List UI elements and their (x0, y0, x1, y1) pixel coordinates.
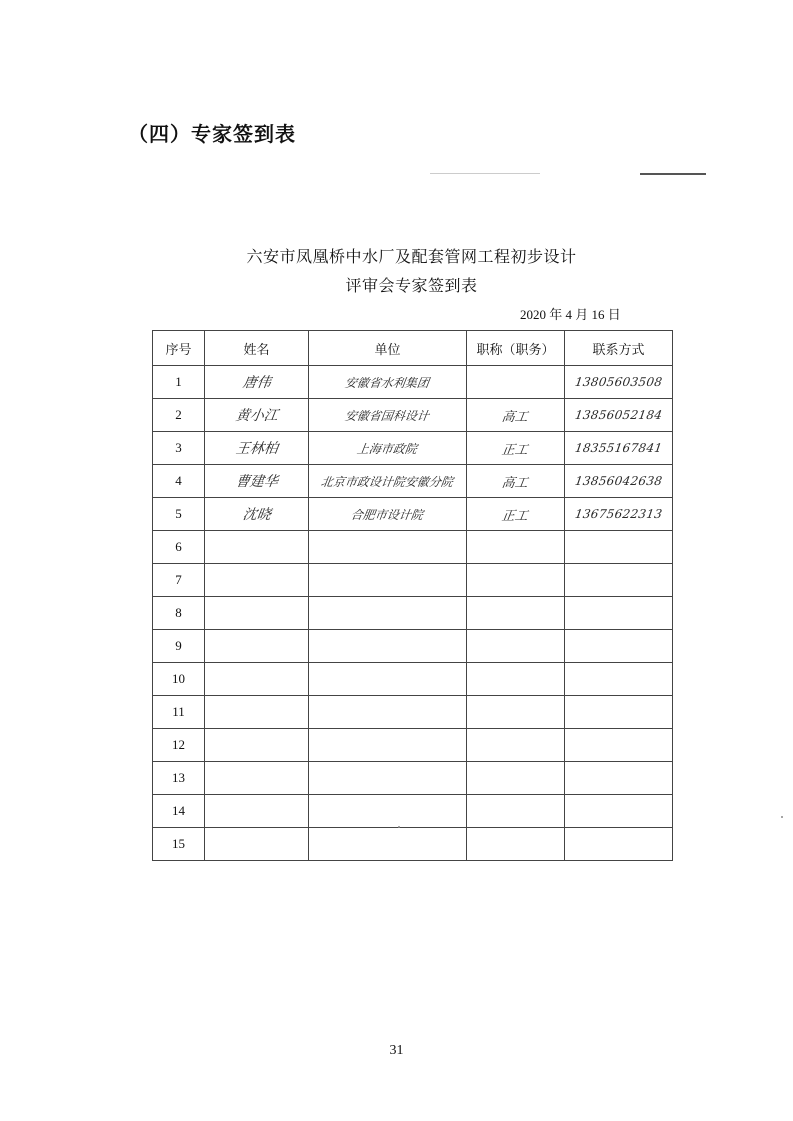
scan-line (640, 173, 706, 175)
unit-cell (309, 399, 467, 432)
name-cell (205, 828, 309, 861)
contact-cell (565, 564, 673, 597)
contact-cell (565, 696, 673, 729)
title-cell (467, 729, 565, 762)
table-row (153, 564, 673, 597)
contact-handwriting: 13805603508 (573, 374, 664, 389)
header-contact: 联系方式 (565, 331, 673, 366)
contact-cell (565, 795, 673, 828)
row-number: 6 (153, 531, 205, 564)
table-row (153, 696, 673, 729)
name-cell (205, 729, 309, 762)
title-cell (467, 663, 565, 696)
name-cell (205, 663, 309, 696)
sign-in-table (152, 330, 673, 861)
contact-cell (565, 597, 673, 630)
row-number: 7 (153, 564, 205, 597)
name-cell (205, 366, 309, 399)
name-cell (205, 762, 309, 795)
contact-cell (565, 531, 673, 564)
name-cell (205, 630, 309, 663)
section-title: （四）专家签到表 (128, 122, 296, 146)
title-handwriting: 正工 (501, 442, 530, 458)
table-row (153, 729, 673, 762)
unit-cell (309, 432, 467, 465)
header-no: 序号 (153, 331, 205, 366)
name-cell (205, 498, 309, 531)
title-handwriting: 正工 (501, 508, 530, 524)
title-cell (467, 630, 565, 663)
row-number: 12 (153, 729, 205, 762)
table-row (153, 531, 673, 564)
name-cell (205, 597, 309, 630)
table-row (153, 795, 673, 828)
unit-cell (309, 465, 467, 498)
document-date: 2020 年 4 月 16 日 (520, 307, 621, 322)
contact-cell (565, 465, 673, 498)
name-cell (205, 465, 309, 498)
unit-handwriting: 北京市政设计院安徽分院 (320, 474, 455, 489)
unit-cell (309, 696, 467, 729)
contact-cell (565, 432, 673, 465)
table-row (153, 762, 673, 795)
name-cell (205, 696, 309, 729)
name-handwriting: 曹建华 (234, 474, 279, 490)
unit-cell (309, 366, 467, 399)
unit-cell (309, 531, 467, 564)
row-number: 11 (153, 696, 205, 729)
unit-handwriting: 合肥市设计院 (350, 507, 425, 522)
unit-cell (309, 498, 467, 531)
name-handwriting: 沈晓 (241, 507, 272, 523)
row-number: 15 (153, 828, 205, 861)
row-number: 1 (153, 366, 205, 399)
unit-handwriting: 安徽省水利集团 (344, 375, 431, 390)
name-cell (205, 531, 309, 564)
row-number: 9 (153, 630, 205, 663)
title-handwriting: 高工 (501, 475, 530, 491)
title-cell (467, 762, 565, 795)
table-row (153, 630, 673, 663)
contact-cell (565, 399, 673, 432)
title-cell (467, 366, 565, 399)
title-cell (467, 828, 565, 861)
title-cell (467, 564, 565, 597)
scan-speck (781, 816, 783, 818)
page-number: 31 (389, 1043, 404, 1058)
contact-handwriting: 13856052184 (573, 407, 664, 422)
document-subtitle: 评审会专家签到表 (345, 276, 478, 295)
title-cell (467, 795, 565, 828)
contact-cell (565, 663, 673, 696)
scan-line (430, 173, 540, 174)
row-number: 2 (153, 399, 205, 432)
unit-cell (309, 663, 467, 696)
name-handwriting: 王林柏 (234, 441, 279, 457)
table-row (153, 597, 673, 630)
name-handwriting: 唐伟 (241, 375, 272, 391)
row-number: 3 (153, 432, 205, 465)
contact-cell (565, 762, 673, 795)
table-row (153, 399, 673, 432)
table-header-row (153, 331, 673, 366)
scan-speck (398, 826, 400, 828)
table-row (153, 663, 673, 696)
row-number: 14 (153, 795, 205, 828)
title-cell (467, 597, 565, 630)
name-cell (205, 399, 309, 432)
contact-cell (565, 828, 673, 861)
contact-handwriting: 13856042638 (573, 473, 664, 488)
contact-handwriting: 18355167841 (573, 440, 664, 455)
contact-handwriting: 13675622313 (573, 506, 664, 521)
name-cell (205, 795, 309, 828)
title-cell (467, 432, 565, 465)
row-number: 5 (153, 498, 205, 531)
header-title: 职称（职务） (467, 331, 565, 366)
title-cell (467, 399, 565, 432)
header-name: 姓名 (205, 331, 309, 366)
unit-handwriting: 上海市政院 (356, 441, 419, 456)
unit-cell (309, 630, 467, 663)
unit-cell (309, 564, 467, 597)
title-cell (467, 696, 565, 729)
header-unit: 单位 (309, 331, 467, 366)
unit-cell (309, 597, 467, 630)
unit-cell (309, 762, 467, 795)
table-row (153, 498, 673, 531)
title-handwriting: 高工 (501, 409, 530, 425)
unit-cell (309, 828, 467, 861)
row-number: 13 (153, 762, 205, 795)
title-cell (467, 498, 565, 531)
contact-cell (565, 630, 673, 663)
name-handwriting: 黄小江 (234, 408, 279, 424)
document-title: 六安市凤凰桥中水厂及配套管网工程初步设计 (246, 247, 577, 266)
table-row (153, 465, 673, 498)
unit-cell (309, 729, 467, 762)
row-number: 10 (153, 663, 205, 696)
unit-handwriting: 安徽省国科设计 (344, 408, 431, 423)
row-number: 4 (153, 465, 205, 498)
name-cell (205, 432, 309, 465)
title-cell (467, 465, 565, 498)
table-row (153, 366, 673, 399)
title-cell (467, 531, 565, 564)
unit-cell (309, 795, 467, 828)
table-row (153, 828, 673, 861)
row-number: 8 (153, 597, 205, 630)
name-cell (205, 564, 309, 597)
contact-cell (565, 729, 673, 762)
contact-cell (565, 366, 673, 399)
table-row (153, 432, 673, 465)
contact-cell (565, 498, 673, 531)
